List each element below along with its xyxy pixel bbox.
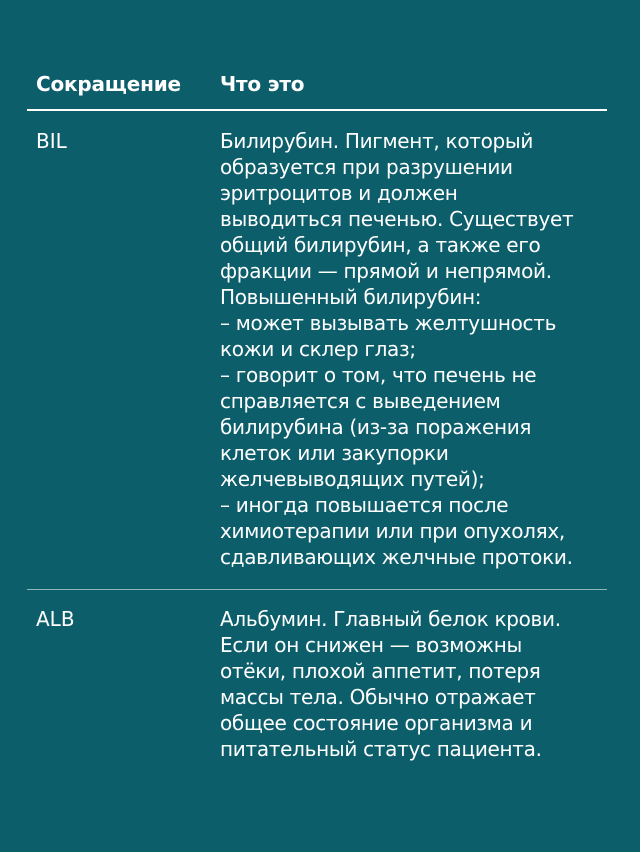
description-line: билирубина (из-за поражения xyxy=(220,415,532,439)
description-line: желчевыводящих путей); xyxy=(220,467,485,491)
description-line: массы тела. Обычно отражает xyxy=(220,685,536,709)
row-abbreviation: BIL xyxy=(36,129,67,153)
table-row-bil xyxy=(34,128,607,570)
description-line: химиотерапии или при опухолях, xyxy=(220,519,565,543)
table-header xyxy=(34,0,607,110)
description-line: клеток или закупорки xyxy=(220,441,449,465)
row-abbreviation: ALB xyxy=(36,607,75,631)
description-line: Билирубин. Пигмент, который xyxy=(220,129,534,153)
table-row-alb xyxy=(34,606,607,762)
description-line: – говорит о том, что печень не xyxy=(220,363,537,387)
row-divider xyxy=(27,589,607,590)
row-description xyxy=(220,128,607,570)
description-line: Если он снижен — возможны xyxy=(220,633,522,657)
header-divider xyxy=(27,109,607,111)
description-line: отёки, плохой аппетит, потеря xyxy=(220,659,541,683)
description-line: эритроцитов и должен xyxy=(220,181,458,205)
description-line: питательный статус пациента. xyxy=(220,737,542,761)
description-line: – иногда повышается после xyxy=(220,493,509,517)
description-line: Альбумин. Главный белок крови. xyxy=(220,607,561,631)
description-line: кожи и склер глаз; xyxy=(220,337,416,361)
description-line: общий билирубин, а также его xyxy=(220,233,541,257)
header-description: Что это xyxy=(220,72,305,96)
description-line: – может вызывать желтушность xyxy=(220,311,557,335)
abbreviation-table xyxy=(34,0,607,761)
description-line: выводиться печенью. Существует xyxy=(220,207,574,231)
description-line: образуется при разрушении xyxy=(220,155,513,179)
description-line: сдавливающих желчные протоки. xyxy=(220,545,573,569)
description-line: фракции — прямой и непрямой. xyxy=(220,259,552,283)
description-line: общее состояние организма и xyxy=(220,711,533,735)
row-description xyxy=(220,606,607,762)
header-abbreviation: Сокращение xyxy=(36,72,181,96)
description-line: Повышенный билирубин: xyxy=(220,285,482,309)
description-line: справляется с выведением xyxy=(220,389,501,413)
